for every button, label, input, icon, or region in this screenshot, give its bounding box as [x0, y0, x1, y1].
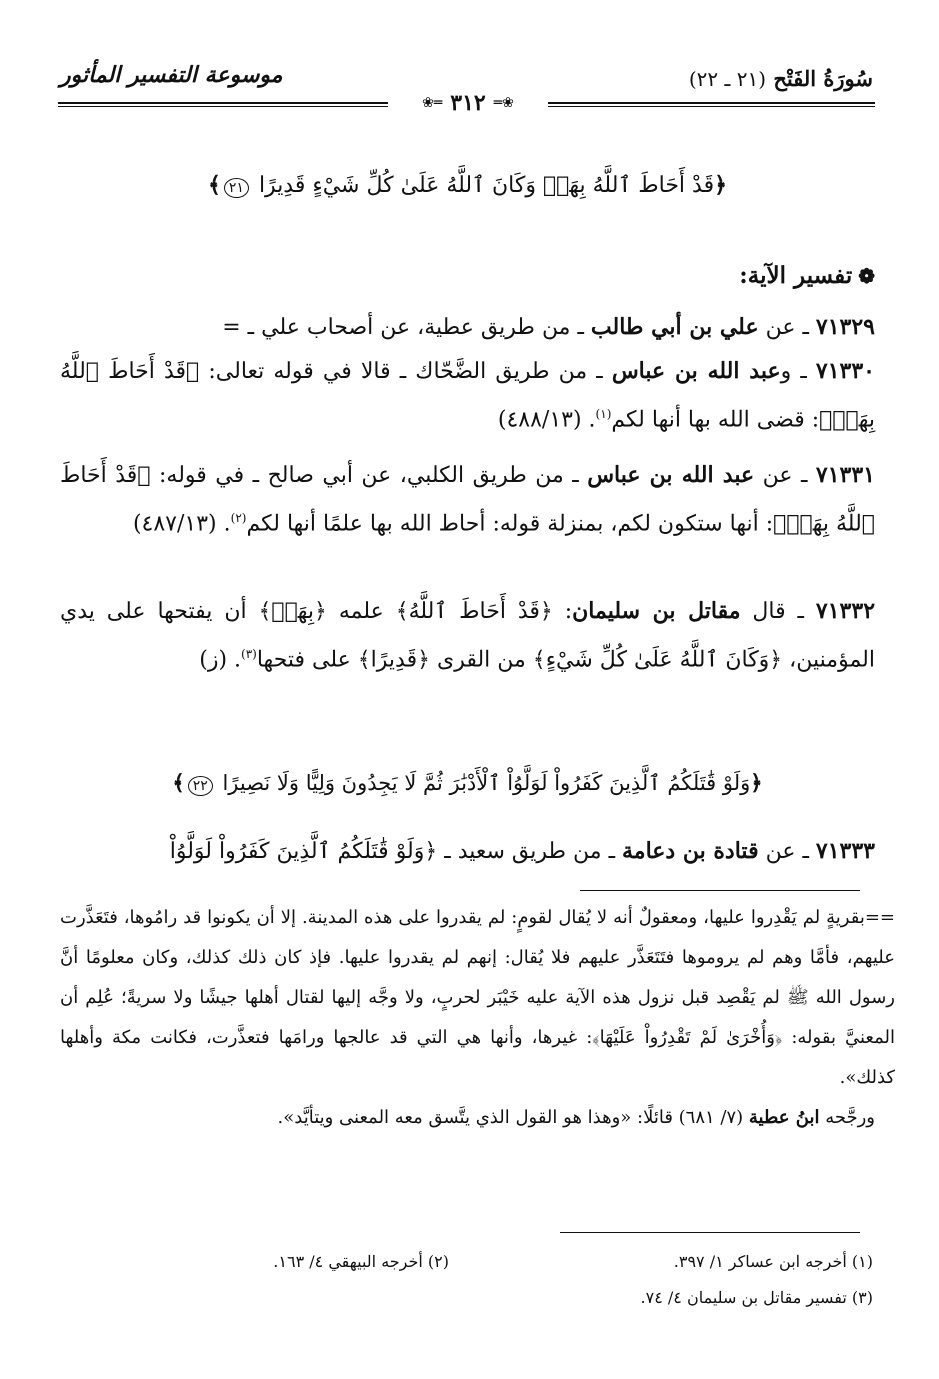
book-title: موسوعة التفسير المأثور: [60, 62, 283, 88]
volume-ref: . (٤٨٧/١٣): [132, 511, 231, 537]
continued-note-text: بقريةٍ لم يَقْدِروا عليها، ومعقولٌ أنه لا يُقال لقومٍ: لم يقدروا على هذه المدينة. إلا أن يكونوا قد رامُوها، فتَعَذَّرت عليهم، فأمَّا وهم لم يروموها فتَتَعَذَّر عليهم فلا يُقال: إنهم لم يقدروا عليها. فإذ كان ذلك كذلك، وكان معلومًا أنَّ رسول الله ﷺ لم يَقْصِد قبل نزول هذه الآية عليه خَيْبَر لحربٍ، ولا وجَّه إليها لقتال أهلها جيشًا ولا سريةً؛ عُلِم أن المعنيَّ بقوله: ﴿وَأُخْرَىٰ لَمْ تَقْدِرُواْ عَلَيْهَا﴾: غيرها، وأنها هي التي قد عالجها ورامَها فتعذَّرت، فكانت مكة وأهلها كذلك».: [60, 907, 895, 1088]
entry-number: ٧١٣٣٣: [815, 838, 875, 864]
quran-verse-22: [60, 770, 875, 796]
continuation-marker: ==: [864, 907, 896, 928]
continued-note-paragraph: [60, 898, 895, 1098]
page-number-box: [388, 88, 548, 118]
verse-text: وَلَوْ قَٰتَلَكُمُ ٱلَّذِينَ كَفَرُواْ لَوَلَّوُاْ ٱلْأَدْبَٰرَ ثُمَّ لَا يَجِدُونَ وَلِيًّا وَلَا نَصِيرًا: [222, 771, 751, 795]
flower-icon: ❁: [858, 264, 875, 288]
surah-title: سُورَةُ الفَتْح: [773, 66, 873, 91]
verse-number: ٢٢: [188, 776, 213, 796]
verse-open-bracket: ﴿: [714, 172, 727, 198]
entry-number: ٧١٣٣٢: [815, 598, 876, 624]
page-number: ٣١٢: [450, 90, 486, 116]
entry-text: : ﴿قَدْ أَحَاطَ ٱللَّهُ﴾ علمه ﴿بِهَاۚ﴾ أن يفتحها على يدي المؤمنين، ﴿وَكَانَ ٱللَّهُ عَلَىٰ كُلِّ شَيْءٍ﴾ من القرى ﴿قَدِيرًا﴾ على فتحها: [60, 599, 875, 673]
entry-text: ـ من طريق عطية، عن أصحاب علي ـ =: [222, 315, 591, 340]
narration-entry: [60, 454, 875, 545]
narrator-name: علي بن أبي طالب: [590, 314, 759, 340]
footnotes-separator: [560, 1232, 860, 1233]
footnote-ref: (٢): [230, 511, 247, 525]
verse-number: ٢١: [224, 178, 249, 198]
narrator-name: مقاتل بن سليمان: [572, 598, 741, 624]
verse-text: قَدْ أَحَاطَ ٱللَّهُ بِهَاۚ وَكَانَ ٱللَّهُ عَلَىٰ كُلِّ شَيْءٍ قَدِيرًا: [258, 173, 715, 198]
narration-entry: [60, 350, 875, 441]
narrator-name: قتادة بن دعامة: [622, 838, 759, 864]
entry-number: ٧١٣٣١: [815, 462, 875, 488]
entry-text: ـ من طريق الكلبي، عن أبي صالح ـ في قوله: ﴿قَدْ أَحَاطَ ٱللَّهُ بِهَاۚ﴾: أنها ستكون لكم، بمنزلة قوله: أحاط الله بها علمًا أنها لكم: [60, 463, 875, 537]
narration-entry: [60, 306, 875, 349]
entry-prefix: ـ عن: [758, 315, 816, 340]
narrator-name: عبد الله بن عباس: [587, 462, 755, 488]
footnote-ref: (٣): [241, 647, 257, 661]
section-heading-text: تفسير الآية:: [739, 262, 853, 289]
ornament-icon: ═❀: [422, 95, 443, 111]
narrator-name: عبد الله بن عباس: [611, 358, 781, 384]
footnote-ref: (١): [595, 407, 612, 421]
entry-number: ٧١٣٣٠: [815, 358, 875, 384]
footnote-2: (٢) أخرجه البيهقي ٤/ ١٦٣.: [273, 1252, 449, 1271]
last-line-prefix: ورجَّحه: [819, 1107, 875, 1128]
entry-number: ٧١٣٢٩: [815, 314, 875, 340]
verse-close-bracket: ﴾: [208, 172, 221, 198]
scholar-name: ابنُ عطية: [748, 1107, 820, 1128]
quran-verse-21: [60, 172, 875, 198]
volume-ref: . (٤٨٨/١٣): [497, 407, 596, 433]
entry-prefix: ـ عن: [758, 839, 816, 864]
narration-entry: [60, 830, 875, 873]
verse-open-bracket: ﴿: [750, 770, 763, 795]
narration-entry: [60, 590, 875, 681]
verse-close-bracket: ﴾: [172, 770, 185, 795]
continued-note: [60, 898, 896, 1138]
entry-prefix: ـ قال: [740, 599, 816, 624]
running-header-surah: [689, 66, 873, 91]
continued-note-last-line: [60, 1098, 875, 1138]
footnote-separator: [580, 890, 860, 891]
verse-range: (٢١ ـ ٢٢): [688, 67, 767, 91]
ornament-icon: ❀═: [493, 95, 514, 111]
entry-prefix: ـ عن: [754, 463, 816, 488]
footnote-1: (١) أخرجه ابن عساكر ١/ ٣٩٧.: [673, 1252, 873, 1271]
volume-ref: . (ز): [199, 647, 242, 673]
footnote-3: (٣) تفسير مقاتل بن سليمان ٤/ ٧٤.: [640, 1288, 873, 1307]
entry-text: ـ من طريق الضَّحّاك ـ قالا في قوله تعالى: ﴿قَدْ أَحَاطَ ٱللَّهُ بِهَاۚ﴾: قضى الله بها أنها لكم: [60, 359, 875, 433]
entry-text: ـ من طريق سعيد ـ ﴿وَلَوْ قَٰتَلَكُمُ ٱلَّذِينَ كَفَرُواْ لَوَلَّوُاْ: [169, 839, 623, 864]
last-line-text: (٧/ ٦٨١) قائلًا: «وهذا هو القول الذي يتَّسق معه المعنى ويتأيَّد».: [277, 1107, 749, 1128]
section-heading: [739, 262, 875, 289]
entry-prefix: ـ و: [780, 359, 816, 384]
